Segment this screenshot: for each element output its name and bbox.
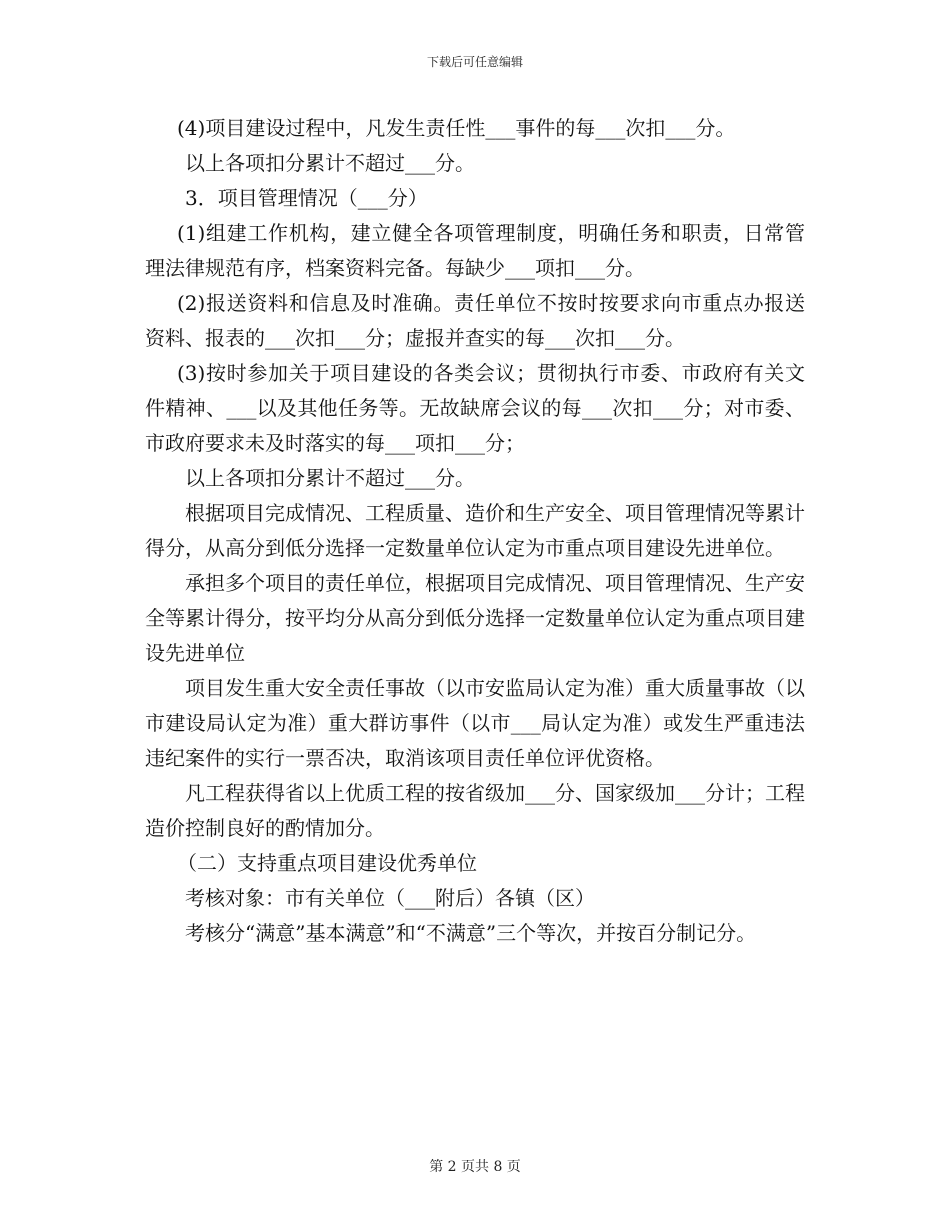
page-footer: 第 2 页共 8 页 [429, 1159, 521, 1175]
paragraph-subtotal-2: 以上各项扣分累计不超过___分。 [185, 466, 475, 490]
paragraph-advanced-unit: 根据项目完成情况、工程质量、造价和生产安全、项目管理情况等累计得分，从高分到低分选择一定数量单位认定为市重点项目建设先进单位。 [145, 501, 805, 560]
paragraph-item-3: (3)按时参加关于项目建设的各类会议；贯彻执行市委、市政府有关文件精神、___以及其他任务等。无故缺席会议的每___次扣___分；对市委、市政府要求未及时落实的每___项扣___分； [145, 361, 805, 455]
paragraph-multiple-projects: 承担多个项目的责任单位，根据项目完成情况、项目管理情况、生产安全等累计得分，按平均分从高分到低分选择一定数量单位认定为重点项目建设先进单位 [145, 571, 805, 665]
paragraph-assessment-target: 考核对象：市有关单位（___附后）各镇（区） [185, 886, 595, 910]
paragraph-item-2: (2)报送资料和信息及时准确。责任单位不按时按要求向市重点办报送资料、报表的___次扣___分；虚报并查实的每___次扣___分。 [145, 291, 805, 350]
section-heading-excellent-unit: （二）支持重点项目建设优秀单位 [177, 851, 477, 875]
page-header: 下载后可任意编辑 [426, 55, 523, 69]
paragraph-assessment-grades: 考核分“满意”基本满意”和“不满意”三个等次，并按百分制记分。 [185, 921, 757, 945]
paragraph-item-4: (4)项目建设过程中，凡发生责任性___事件的每___次扣___分。 [177, 116, 736, 140]
paragraph-subtotal-1: 以上各项扣分累计不超过___分。 [185, 151, 475, 175]
paragraph-item-1: (1)组建工作机构，建立健全各项管理制度，明确任务和职责，日常管理法律规范有序，档案资料完备。每缺少___项扣___分。 [145, 221, 805, 280]
paragraph-veto: 项目发生重大安全责任事故（以市安监局认定为准）重大质量事故（以市建设局认定为准）重大群访事件（以市___局认定为准）或发生严重违法违纪案件的实行一票否决，取消该项目责任单位评优资格。 [145, 676, 805, 770]
section-heading-project-management: 3．项目管理情况（___分） [185, 186, 428, 210]
document-body [145, 111, 805, 951]
paragraph-bonus: 凡工程获得省以上优质工程的按省级加___分、国家级加___分计；工程造价控制良好的酌情加分。 [145, 781, 805, 840]
